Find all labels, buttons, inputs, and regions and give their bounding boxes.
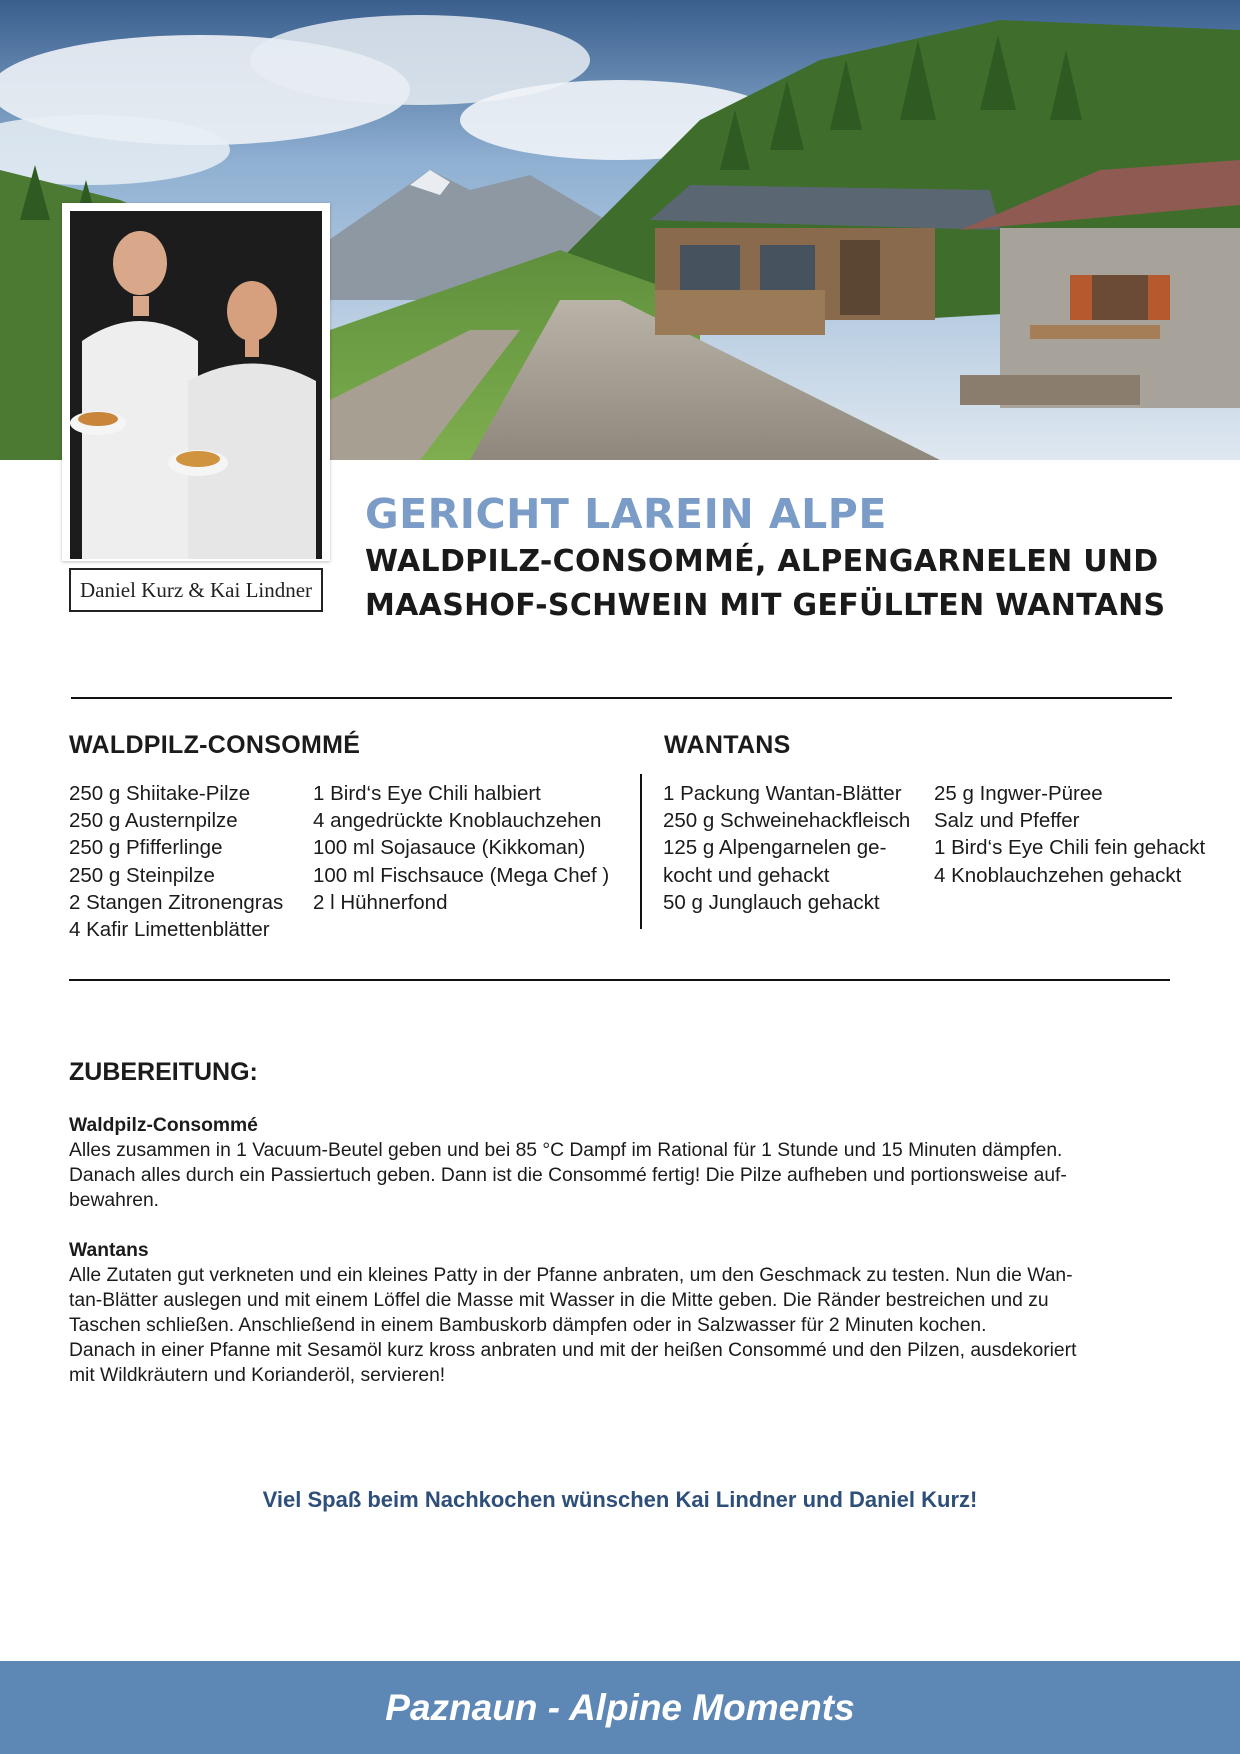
list-item: 25 g Ingwer-Püree — [934, 782, 1103, 805]
list-item: 250 g Steinpilze — [69, 863, 215, 887]
paragraph-line: Alle Zutaten gut verkneten und ein kleines Patty in der Pfanne anbraten, um den Geschmack zu testen. Nun die Wan- — [69, 1265, 1073, 1286]
list-item: 2 l Hühnerfond — [313, 890, 448, 914]
list-item: 4 Knoblauchzehen gehackt — [934, 863, 1182, 887]
list-item: 50 g Junglauch gehackt — [663, 890, 880, 914]
consomme-ingredients-col1 — [69, 780, 283, 943]
closing-message: Viel Spaß beim Nachkochen wünschen Kai Lindner und Daniel Kurz! — [262, 1487, 978, 1512]
list-item: kocht und gehackt — [663, 863, 830, 887]
list-item: 1 Bird‘s Eye Chili fein gehackt — [934, 836, 1206, 860]
wantans-ingredients-col2 — [934, 780, 1205, 889]
list-item: 100 ml Sojasauce (Kikkoman) — [313, 836, 586, 860]
dish-title-line-1: WALDPILZ-CONSOMMÉ, ALPENGARNELEN UND — [365, 544, 1159, 579]
chefs-caption: Daniel Kurz & Kai Lindner — [69, 568, 323, 612]
wantans-heading: WANTANS — [664, 731, 791, 759]
list-item: 1 Packung Wantan-Blätter — [663, 782, 902, 805]
footer-bar — [0, 1661, 1240, 1754]
chefs-photo-frame — [62, 203, 330, 561]
consomme-preparation-title: Waldpilz-Consommé — [69, 1115, 258, 1136]
column-divider — [640, 774, 642, 929]
list-item: 250 g Shiitake-Pilze — [69, 782, 251, 805]
top-divider — [71, 697, 1172, 699]
paragraph-line: Alles zusammen in 1 Vacuum-Beutel geben und bei 85 °C Dampf im Rational für 1 Stunde und 15 Minuten dämpfen. — [69, 1140, 1063, 1161]
dish-title — [365, 540, 1185, 628]
chefs-photo — [70, 211, 322, 559]
paragraph-line: tan-Blätter auslegen und mit einem Löffel die Masse mit Wasser in die Mitte geben. Die Ränder bestreichen und zu — [69, 1290, 1049, 1311]
list-item: 250 g Schweinehackfleisch — [663, 809, 911, 833]
list-item: 4 angedrückte Knoblauchzehen — [313, 809, 602, 833]
paragraph-line: mit Wildkräutern und Korianderöl, servieren! — [69, 1365, 446, 1386]
footer-text: Paznaun - Alpine Moments — [385, 1686, 855, 1728]
wantans-preparation-title: Wantans — [69, 1240, 149, 1261]
paragraph-line: Taschen schließen. Anschließend in einem Bambuskorb dämpfen oder in Salzwasser für 2 Minuten kochen. — [69, 1315, 987, 1336]
wantans-preparation — [69, 1238, 1179, 1388]
list-item: 125 g Alpengarnelen ge- — [663, 836, 887, 860]
paragraph-line: Danach alles durch ein Passiertuch geben. Dann ist die Consommé fertig! Die Pilze aufheben und portionsweise auf- — [69, 1165, 1067, 1186]
paragraph-line: Danach in einer Pfanne mit Sesamöl kurz kross anbraten und mit der heißen Consommé und den Pilzen, ausdekoriert — [69, 1340, 1077, 1361]
list-item: 100 ml Fischsauce (Mega Chef ) — [313, 863, 610, 887]
dish-title-line-2: MAASHOF-SCHWEIN MIT GEFÜLLTEN WANTANS — [365, 588, 1166, 623]
list-item: 250 g Austernpilze — [69, 809, 238, 833]
paragraph-line: bewahren. — [69, 1190, 160, 1211]
consomme-heading: WALDPILZ-CONSOMMÉ — [69, 731, 361, 759]
preparation-heading: ZUBEREITUNG: — [69, 1058, 258, 1086]
consomme-preparation — [69, 1113, 1179, 1213]
wantans-ingredients-col1 — [663, 780, 910, 916]
list-item: 4 Kafir Limettenblätter — [69, 918, 270, 942]
list-item: Salz und Pfeffer — [934, 809, 1080, 833]
list-item: 250 g Pfifferlinge — [69, 836, 223, 860]
list-item: 2 Stangen Zitronengras — [69, 890, 284, 914]
consomme-ingredients-col2 — [313, 780, 609, 916]
list-item: 1 Bird‘s Eye Chili halbiert — [313, 782, 541, 805]
dish-kicker: GERICHT LAREIN ALPE — [365, 490, 887, 538]
bottom-divider — [69, 979, 1170, 981]
